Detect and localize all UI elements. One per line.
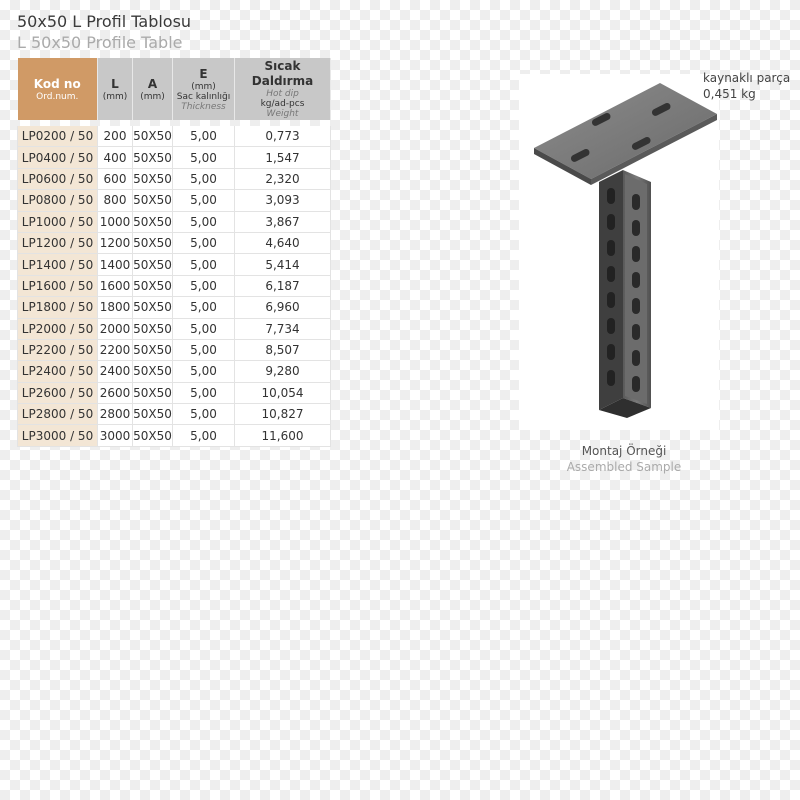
- cell-a: 50X50: [133, 404, 173, 425]
- cell-e: 5,00: [173, 254, 235, 275]
- cell-code: LP0800 / 50: [18, 190, 98, 211]
- page-title: 50x50 L Profil Tablosu: [17, 12, 192, 31]
- cell-a: 50X50: [133, 318, 173, 339]
- cell-code: LP1600 / 50: [18, 275, 98, 296]
- cell-code: LP0200 / 50: [18, 126, 98, 147]
- cell-code: LP1400 / 50: [18, 254, 98, 275]
- table-row: [18, 126, 331, 147]
- table-row: [18, 361, 331, 382]
- post-slot: [607, 188, 615, 204]
- cell-length: 3000: [98, 425, 133, 446]
- table-row: [18, 254, 331, 275]
- cell-code: LP2200 / 50: [18, 339, 98, 360]
- cell-e: 5,00: [173, 126, 235, 147]
- table-row: [18, 318, 331, 339]
- post-slot: [632, 246, 640, 262]
- cell-a: 50X50: [133, 339, 173, 360]
- column-header-thickness-en: Thickness: [181, 101, 226, 112]
- cell-weight: 10,827: [235, 404, 331, 425]
- cell-weight: 11,600: [235, 425, 331, 446]
- table-row: [18, 211, 331, 232]
- welded-t-profile-bracket: [525, 78, 725, 428]
- cell-weight: 3,867: [235, 211, 331, 232]
- cell-weight: 0,773: [235, 126, 331, 147]
- cell-length: 2600: [98, 382, 133, 403]
- cell-length: 800: [98, 190, 133, 211]
- cell-e: 5,00: [173, 297, 235, 318]
- column-header-length-label: L: [111, 76, 119, 91]
- cell-weight: 4,640: [235, 232, 331, 253]
- cell-a: 50X50: [133, 254, 173, 275]
- cell-length: 200: [98, 126, 133, 147]
- cell-code: LP3000 / 50: [18, 425, 98, 446]
- post-slot: [632, 194, 640, 210]
- cell-weight: 1,547: [235, 147, 331, 168]
- column-header-weight-en1: Hot dip: [266, 89, 299, 99]
- slotted-post: [599, 170, 651, 418]
- post-slot: [607, 370, 615, 386]
- cell-code: LP2400 / 50: [18, 361, 98, 382]
- post-slot: [632, 298, 640, 314]
- table-row: [18, 275, 331, 296]
- cell-weight: 6,187: [235, 275, 331, 296]
- cell-code: LP1000 / 50: [18, 211, 98, 232]
- profile-table: [17, 58, 331, 447]
- cell-code: LP0400 / 50: [18, 147, 98, 168]
- cell-a: 50X50: [133, 147, 173, 168]
- cell-length: 400: [98, 147, 133, 168]
- cell-weight: 7,734: [235, 318, 331, 339]
- table-body: [18, 120, 331, 446]
- column-header-code-label: Kod no: [33, 76, 81, 91]
- post-slot: [607, 240, 615, 256]
- table-header-row: [18, 58, 331, 120]
- cell-length: 2200: [98, 339, 133, 360]
- cell-a: 50X50: [133, 297, 173, 318]
- cell-length: 1000: [98, 211, 133, 232]
- post-slot: [607, 214, 615, 230]
- cell-code: LP2000 / 50: [18, 318, 98, 339]
- cell-length: 1600: [98, 275, 133, 296]
- table-row: [18, 425, 331, 446]
- post-slot: [607, 318, 615, 334]
- column-header-a-unit: (mm): [140, 91, 165, 102]
- cell-length: 1800: [98, 297, 133, 318]
- post-slot: [632, 220, 640, 236]
- cell-e: 5,00: [173, 339, 235, 360]
- cell-code: LP0600 / 50: [18, 168, 98, 189]
- welded-part-weight: 0,451 kg: [703, 87, 756, 101]
- table-row: [18, 190, 331, 211]
- cell-weight: 10,054: [235, 382, 331, 403]
- cell-e: 5,00: [173, 232, 235, 253]
- cell-e: 5,00: [173, 382, 235, 403]
- assembled-sample-caption-tr: Montaj Örneği: [581, 444, 667, 458]
- cell-length: 1200: [98, 232, 133, 253]
- cell-e: 5,00: [173, 147, 235, 168]
- assembled-sample-caption-en: Assembled Sample: [566, 460, 682, 474]
- mounting-plate: [534, 83, 717, 185]
- cell-code: LP2800 / 50: [18, 404, 98, 425]
- cell-a: 50X50: [133, 361, 173, 382]
- cell-code: LP2600 / 50: [18, 382, 98, 403]
- column-header-thickness-unit: (mm): [191, 81, 216, 92]
- table-row: [18, 339, 331, 360]
- column-header-weight: [235, 58, 331, 120]
- post-slot: [607, 266, 615, 282]
- cell-a: 50X50: [133, 275, 173, 296]
- welded-part-label: kaynaklı parça: [703, 71, 791, 85]
- cell-weight: 3,093: [235, 190, 331, 211]
- cell-a: 50X50: [133, 168, 173, 189]
- table-row: [18, 382, 331, 403]
- column-header-code-sub: Ord.num.: [36, 91, 79, 102]
- table-row: [18, 147, 331, 168]
- column-header-length: [98, 58, 133, 120]
- post-slot: [632, 324, 640, 340]
- cell-a: 50X50: [133, 126, 173, 147]
- cell-a: 50X50: [133, 425, 173, 446]
- cell-weight: 6,960: [235, 297, 331, 318]
- column-header-thickness-tr: Sac kalınlığı: [176, 91, 231, 102]
- cell-e: 5,00: [173, 190, 235, 211]
- table-row: [18, 232, 331, 253]
- cell-e: 5,00: [173, 361, 235, 382]
- post-slot: [607, 292, 615, 308]
- column-header-thickness: [173, 58, 235, 120]
- cell-e: 5,00: [173, 211, 235, 232]
- cell-e: 5,00: [173, 275, 235, 296]
- cell-length: 1400: [98, 254, 133, 275]
- cell-a: 50X50: [133, 232, 173, 253]
- cell-weight: 9,280: [235, 361, 331, 382]
- cell-a: 50X50: [133, 211, 173, 232]
- cell-weight: 8,507: [235, 339, 331, 360]
- post-slot: [632, 376, 640, 392]
- column-header-a: [133, 58, 173, 120]
- post-slot: [632, 272, 640, 288]
- column-header-thickness-label: E: [199, 66, 208, 81]
- cell-code: LP1800 / 50: [18, 297, 98, 318]
- column-header-weight-en2: Weight: [266, 109, 299, 119]
- column-header-code: [18, 58, 98, 120]
- cell-e: 5,00: [173, 318, 235, 339]
- cell-e: 5,00: [173, 425, 235, 446]
- column-header-weight-label: Sıcak Daldırma: [251, 59, 314, 88]
- cell-length: 600: [98, 168, 133, 189]
- column-header-weight-unit: kg/ad-pcs: [260, 99, 305, 109]
- column-header-length-unit: (mm): [102, 91, 128, 102]
- cell-weight: 2,320: [235, 168, 331, 189]
- table-row: [18, 404, 331, 425]
- post-slot: [607, 344, 615, 360]
- table-row: [18, 297, 331, 318]
- cell-a: 50X50: [133, 382, 173, 403]
- cell-weight: 5,414: [235, 254, 331, 275]
- cell-code: LP1200 / 50: [18, 232, 98, 253]
- table-row: [18, 168, 331, 189]
- cell-e: 5,00: [173, 404, 235, 425]
- cell-length: 2400: [98, 361, 133, 382]
- cell-e: 5,00: [173, 168, 235, 189]
- column-header-a-label: A: [147, 76, 158, 91]
- cell-length: 2800: [98, 404, 133, 425]
- post-slot: [632, 350, 640, 366]
- page-subtitle: L 50x50 Profile Table: [17, 33, 183, 52]
- cell-length: 2000: [98, 318, 133, 339]
- cell-a: 50X50: [133, 190, 173, 211]
